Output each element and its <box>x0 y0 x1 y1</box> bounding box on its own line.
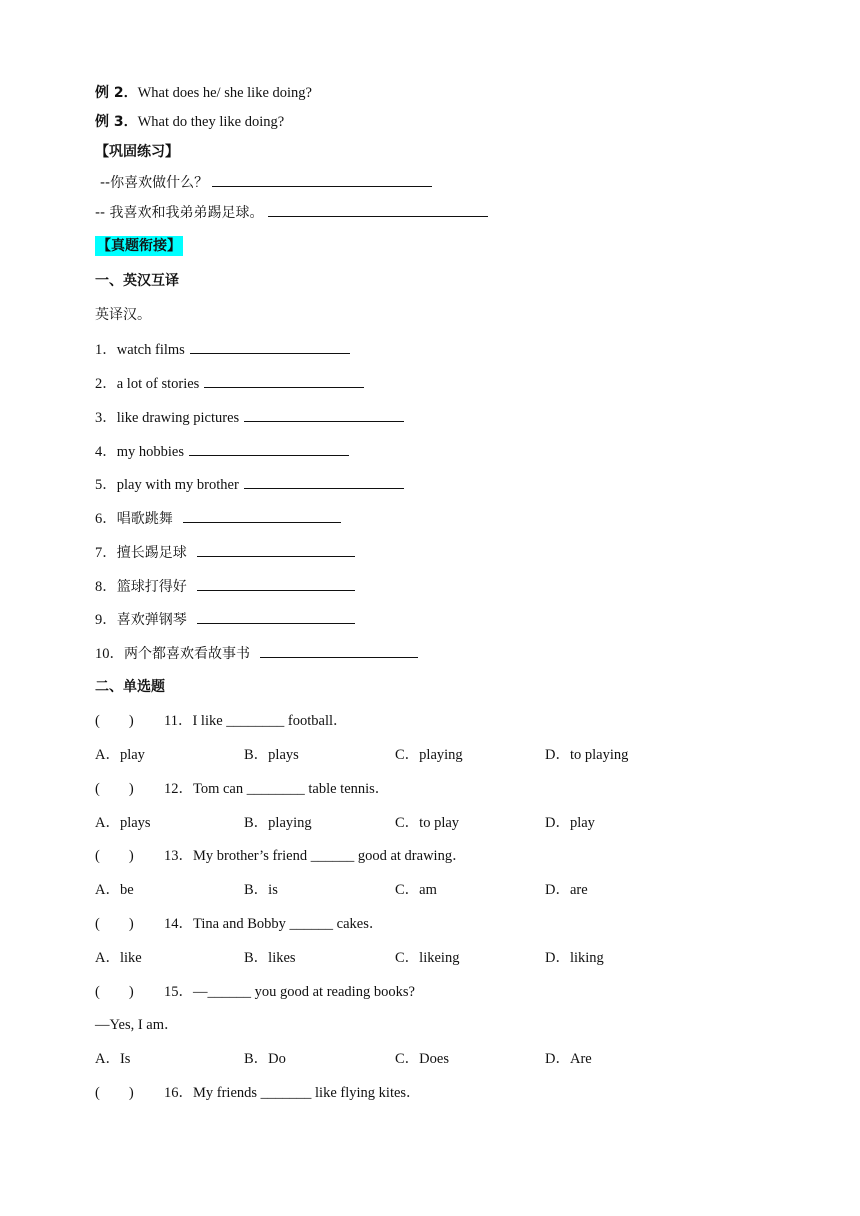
option-a[interactable]: A．like <box>95 950 142 966</box>
item-number: 8． <box>95 579 117 595</box>
answer-blank[interactable] <box>244 474 404 489</box>
answer-paren[interactable]: ( ) <box>95 984 134 1000</box>
item-text: 两个都喜欢看故事书 <box>124 646 250 662</box>
option-c[interactable]: C．am <box>395 882 437 898</box>
translation-item <box>95 339 350 360</box>
answer-blank[interactable] <box>244 407 404 422</box>
option-c[interactable]: C．Does <box>395 1051 449 1067</box>
option-a[interactable]: A．play <box>95 747 145 763</box>
answer-blank[interactable] <box>212 172 432 187</box>
option-a[interactable]: A．be <box>95 882 134 898</box>
translation-item <box>95 441 349 462</box>
consolidation-line-2-text: -- 我喜欢和我弟弟踢足球。 <box>95 205 264 221</box>
item-number: 4． <box>95 444 117 460</box>
item-text: like drawing pictures <box>116 410 240 426</box>
option-d[interactable]: D．liking <box>545 950 604 966</box>
translation-item <box>95 474 404 495</box>
example-3 <box>95 112 284 132</box>
answer-paren[interactable]: ( ) <box>95 1085 134 1101</box>
consolidation-line-2 <box>95 202 488 223</box>
option-c[interactable]: C．playing <box>395 747 463 763</box>
translation-item <box>95 373 364 394</box>
answer-paren[interactable]: ( ) <box>95 781 134 797</box>
consolidation-title: 【巩固练习】 <box>95 144 179 160</box>
question-stem <box>95 711 348 731</box>
answer-paren[interactable]: ( ) <box>95 713 134 729</box>
option-a[interactable]: A．Is <box>95 1051 131 1067</box>
answer-blank[interactable] <box>268 202 488 217</box>
option-b[interactable]: B．Do <box>244 1051 286 1067</box>
question-stem <box>95 982 415 1002</box>
question-stem <box>95 914 383 934</box>
question-dialog-reply: —Yes, I am． <box>95 1017 179 1033</box>
option-d[interactable]: D．are <box>545 882 588 898</box>
answer-paren[interactable]: ( ) <box>95 916 134 932</box>
option-d[interactable]: D．play <box>545 815 595 831</box>
option-d[interactable]: D．Are <box>545 1051 592 1067</box>
item-text: a lot of stories <box>116 376 200 392</box>
option-b[interactable]: B．is <box>244 882 278 898</box>
translation-item <box>95 643 418 664</box>
real-exam-title-text: 【真题衔接】 <box>97 238 181 254</box>
question-stem <box>95 1083 421 1103</box>
example-3-text: What do they like doing? <box>137 114 285 130</box>
item-text: play with my brother <box>116 477 239 493</box>
stem-text: 14．Tina and Bobby ______ cakes． <box>164 916 384 932</box>
example-2-text: What does he/ she like doing? <box>137 85 312 101</box>
option-c[interactable]: C．likeing <box>395 950 460 966</box>
answer-blank[interactable] <box>197 542 355 557</box>
example-2-label: 例 2． <box>95 85 138 101</box>
item-number: 5． <box>95 477 117 493</box>
answer-blank[interactable] <box>189 441 349 456</box>
stem-text: 15．—______ you good at reading books? <box>164 984 415 1000</box>
consolidation-line-1-text: --你喜欢做什么？ <box>100 175 209 191</box>
item-text: my hobbies <box>116 444 185 460</box>
example-2 <box>95 83 312 103</box>
real-exam-title <box>95 236 183 256</box>
answer-blank[interactable] <box>183 508 341 523</box>
item-number: 2． <box>95 376 117 392</box>
item-text: 篮球打得好 <box>116 579 187 595</box>
answer-blank[interactable] <box>260 643 418 658</box>
translation-item <box>95 542 355 563</box>
consolidation-line-1 <box>100 172 432 193</box>
example-3-label: 例 3． <box>95 114 138 130</box>
translation-item <box>95 609 355 630</box>
option-b[interactable]: B．plays <box>244 747 299 763</box>
item-number: 3． <box>95 410 117 426</box>
option-b[interactable]: B．likes <box>244 950 296 966</box>
answer-blank[interactable] <box>204 373 364 388</box>
section-1-subtitle: 英译汉。 <box>95 307 151 323</box>
stem-text: 13．My brother’s friend ______ good at drawing． <box>164 848 467 864</box>
translation-item <box>95 407 404 428</box>
option-c[interactable]: C．to play <box>395 815 460 831</box>
section-1-title: 一、英汉互译 <box>95 273 179 289</box>
section-2-title: 二、单选题 <box>95 679 165 695</box>
answer-blank[interactable] <box>197 576 355 591</box>
item-number: 10． <box>95 646 124 662</box>
answer-blank[interactable] <box>190 339 350 354</box>
item-number: 7． <box>95 545 117 561</box>
translation-item <box>95 576 355 597</box>
stem-text: 12．Tom can ________ table tennis． <box>164 781 390 797</box>
item-text: watch films <box>116 342 185 358</box>
question-stem <box>95 846 467 866</box>
stem-text: 16．My friends _______ like flying kites． <box>164 1085 421 1101</box>
option-d[interactable]: D．to playing <box>545 747 629 763</box>
item-number: 9． <box>95 612 117 628</box>
translation-item <box>95 508 341 529</box>
answer-paren[interactable]: ( ) <box>95 848 134 864</box>
item-text: 唱歌跳舞 <box>116 511 173 527</box>
option-a[interactable]: A．plays <box>95 815 151 831</box>
question-stem <box>95 779 389 799</box>
answer-blank[interactable] <box>197 609 355 624</box>
item-text: 擅长踢足球 <box>116 545 187 561</box>
option-b[interactable]: B．playing <box>244 815 312 831</box>
item-number: 6． <box>95 511 117 527</box>
item-number: 1． <box>95 342 117 358</box>
item-text: 喜欢弹钢琴 <box>116 612 187 628</box>
stem-text: 11．I like ________ football． <box>164 713 348 729</box>
